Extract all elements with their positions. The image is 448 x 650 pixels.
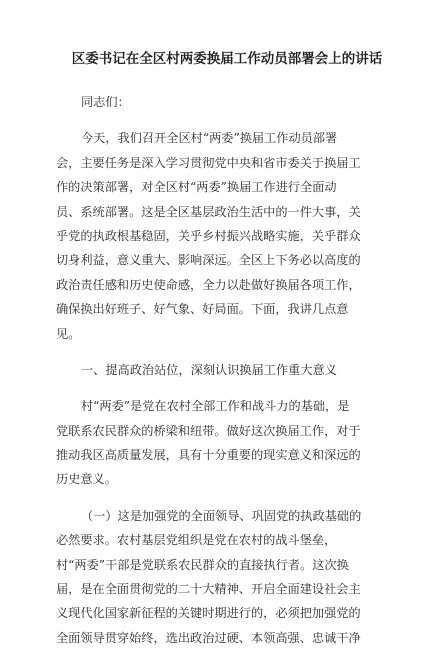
document-body xyxy=(56,90,398,650)
paragraph-line: 作的决策部署，对全区村“两委”换届工作进行全面动 xyxy=(56,180,337,195)
paragraph-line: 全面领导贯穿始终，选出政治过硬、本领高强、忠诚干净 xyxy=(56,630,361,645)
paragraph-line: 必然要求。农村基层党组织是党在农村的战斗堡垒， xyxy=(56,533,337,548)
paragraph-line: 乎党的执政根基稳固，关乎乡村振兴战略实施，关乎群众 xyxy=(56,228,361,243)
paragraph-line: 见。 xyxy=(56,326,81,341)
paragraph-line: 切身利益，意义重大、影响深远。全区上下务必以高度的 xyxy=(56,253,361,268)
document-title: 区委书记在全区村两委换届工作动员部署会上的讲话 xyxy=(71,51,383,67)
section-heading: 一、提高政治站位，深刻认识换届工作重大意义 xyxy=(81,362,337,377)
paragraph-line: 今天，我们召开全区村“两委”换届工作动员部署 xyxy=(81,131,338,146)
salutation: 同志们： xyxy=(81,95,130,109)
paragraph-line: 村“两委”是党在农村全部工作和战斗力的基础，是 xyxy=(81,399,350,414)
paragraph-line: 推动我区高质量发展，具有十分重要的现实意义和深远的 xyxy=(56,448,361,463)
paragraph-line: 义现代化国家新征程的关键时期进行的，必须把加强党的 xyxy=(56,606,361,621)
paragraph-line: 政治责任感和历史使命感，全力以赴做好换届各项工作， xyxy=(56,277,361,292)
paragraph-line: 历史意义。 xyxy=(56,472,117,487)
paragraph-line: （一）这是加强党的全面领导、巩固党的执政基础的 xyxy=(81,508,362,523)
paragraph-line: 届，是在全面贯彻党的二十大精神、开启全面建设社会主 xyxy=(56,582,361,597)
paragraph-line: 村“两委”干部是党联系农民群众的直接执行者。这次换 xyxy=(56,557,349,572)
paragraph-line: 会，主要任务是深入学习贯彻党中央和省市委关于换届工 xyxy=(56,155,361,170)
paragraph-line: 党联系农民群众的桥梁和纽带。做好这次换届工作，对于 xyxy=(56,423,361,438)
paragraph-line: 员、系统部署。这是全区基层政治生活中的一件大事，关 xyxy=(56,204,361,219)
paragraph-line: 确保换出好班子、好气象、好局面。下面，我讲几点意 xyxy=(56,302,349,317)
